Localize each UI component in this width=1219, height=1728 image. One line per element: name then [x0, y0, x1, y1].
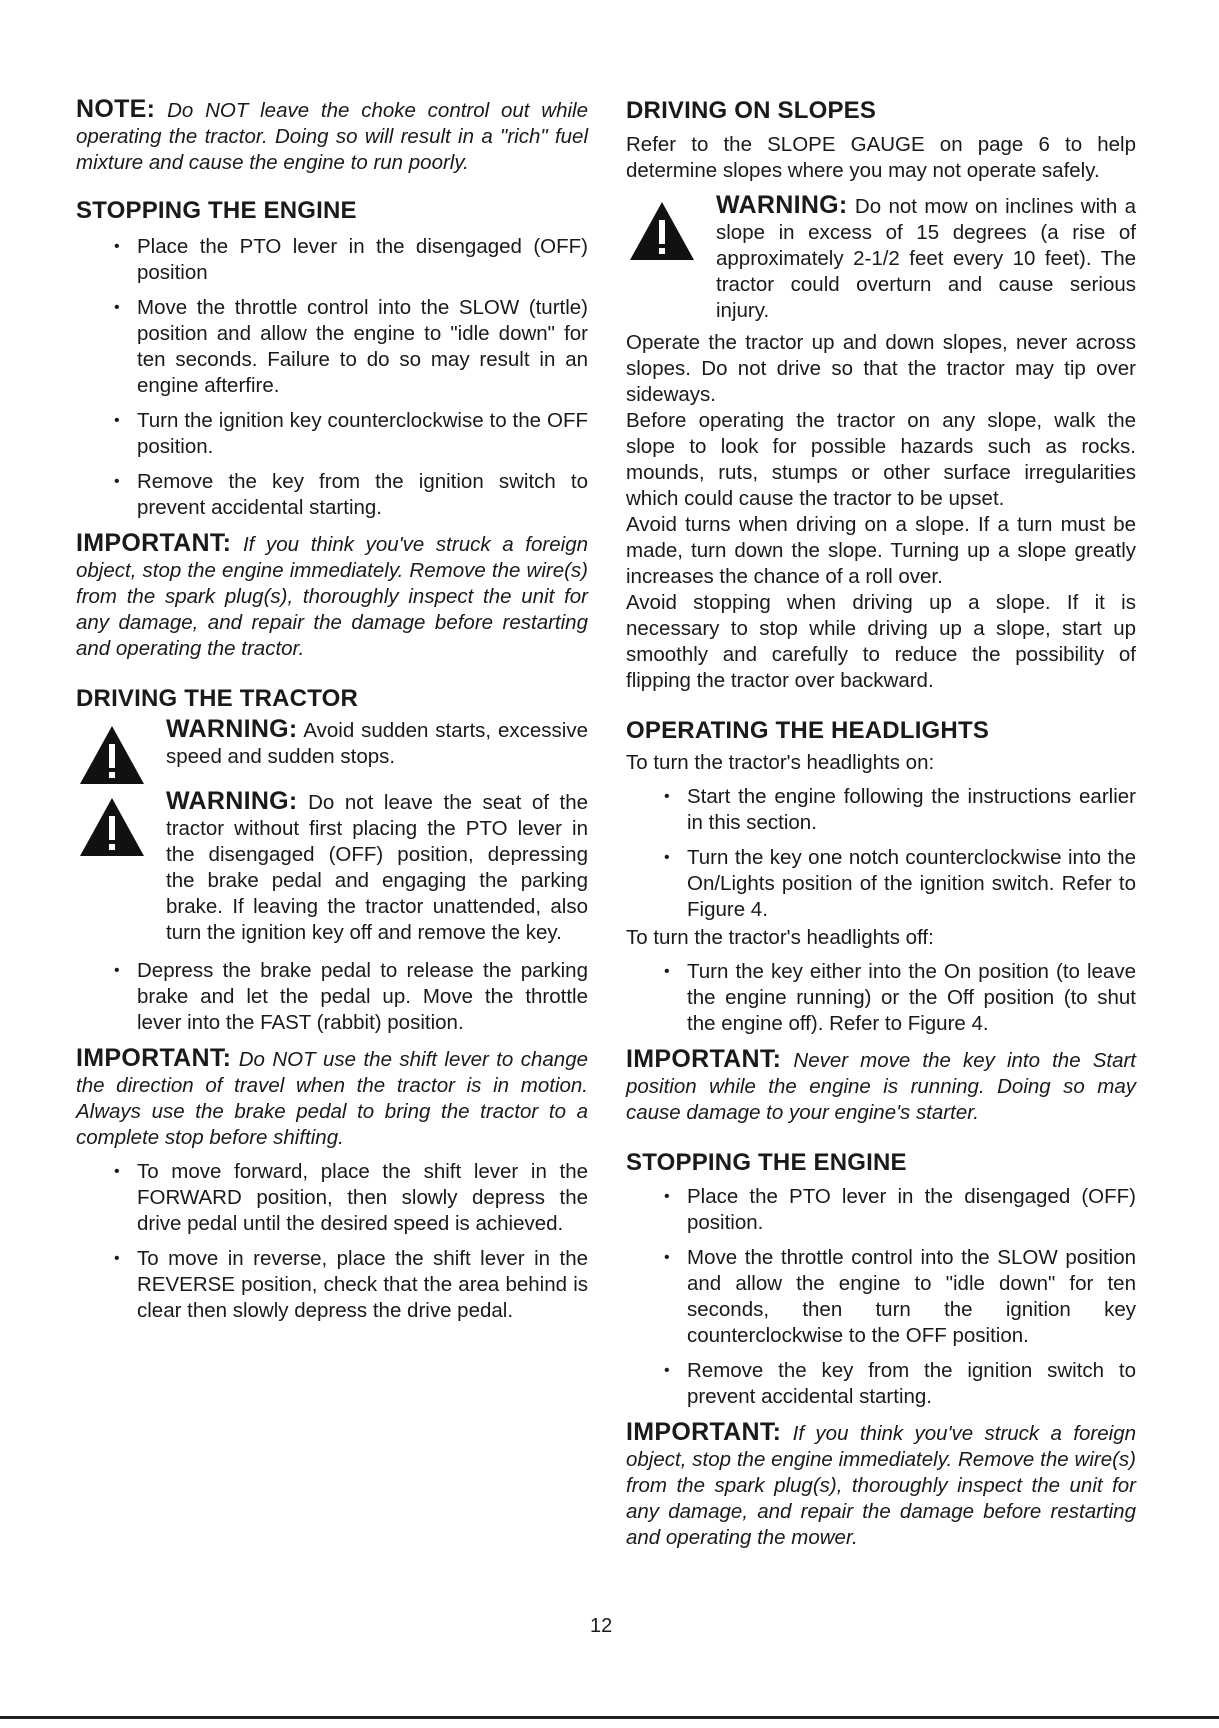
bullet-icon: •: [664, 963, 670, 980]
important-block-4: [626, 1419, 1136, 1551]
bullet-icon: •: [114, 412, 120, 429]
important-label: IMPORTANT:: [76, 1044, 232, 1072]
bullet-icon: •: [664, 1188, 670, 1205]
list-item: • Depress the brake pedal to release the parking brake and let the pedal up. Move the throttle lever into the FAST (rabbit) position.: [114, 959, 588, 1034]
important-block-1: [76, 530, 588, 662]
list-item: • Remove the key from the ignition switch to prevent accidental starting.: [114, 470, 588, 519]
bullet-icon: •: [114, 1250, 120, 1267]
slopes-paragraph: Before operating the tractor on any slope, walk the slope to look for possible hazards such as rocks. mounds, ruts, stumps or other surface irregularities which could cause the tractor to be upset.: [626, 409, 1136, 510]
headlights-off-intro: To turn the tractor's headlights off:: [626, 926, 934, 949]
bullet-icon: •: [664, 788, 670, 805]
shift-list: [76, 1159, 588, 1324]
stopping-engine-list-2: [626, 1184, 1136, 1410]
headlights-on-list: [626, 784, 1136, 923]
list-item: • To move forward, place the shift lever in the FORWARD position, then slowly depress the drive pedal until the desired speed is achieved.: [114, 1160, 588, 1235]
important-text: Never move the key into the Start position while the engine is running. Doing so may cause damage to your engine's starter.: [626, 1049, 1136, 1124]
list-item: • Start the engine following the instructions earlier in this section.: [664, 785, 1136, 834]
list-item: • Turn the ignition key counterclockwise to the OFF position.: [114, 409, 588, 458]
section-heading-headlights: OPERATING THE HEADLIGHTS: [626, 717, 990, 744]
section-heading-stopping-engine-2: STOPPING THE ENGINE: [626, 1149, 907, 1176]
important-text: If you think you've struck a foreign object, stop the engine immediately. Remove the wire(s) from the spark plug(s), thoroughly inspect the unit for any damage, and repair the damage before restarting and operating the tractor.: [76, 533, 588, 660]
bullet-icon: •: [114, 473, 120, 490]
warning-text: Do not leave the seat of the tractor without first placing the PTO lever in the disengaged (OFF) position, depressing the brake pedal and engaging the parking brake. If leaving the tractor unattended, also turn the ignition key off and remove the key.: [166, 791, 588, 944]
note-block: [76, 96, 588, 176]
slopes-intro: Refer to the SLOPE GAUGE on page 6 to help determine slopes where you may not operate safely.: [626, 133, 1136, 182]
slopes-paragraph: Avoid stopping when driving up a slope. If it is necessary to stop while driving up a slope, start up smoothly and carefully to reduce the possibility of flipping the tractor over backward.: [626, 591, 1136, 692]
slopes-paragraph: Operate the tractor up and down slopes, never across slopes. Do not drive so that the tractor may tip over sideways.: [626, 331, 1136, 406]
page-number: 12: [590, 1615, 613, 1637]
warning-triangle-icon: [78, 724, 146, 786]
warning-block-slopes: [626, 192, 1136, 324]
slopes-paragraph: Avoid turns when driving on a slope. If a turn must be made, turn down the slope. Turning up a slope greatly increases the chance of a roll over.: [626, 513, 1136, 588]
list-item: • Place the PTO lever in the disengaged (OFF) position: [114, 235, 588, 284]
important-text: If you think you've struck a foreign object, stop the engine immediately. Remove the wire(s) from the spark plug(s), thoroughly inspect the unit for any damage, and repair the damage before restarting and operating the mower.: [626, 1422, 1136, 1549]
warning-triangle-icon: [78, 796, 146, 858]
important-block-2: [76, 1045, 588, 1151]
important-block-3: [626, 1046, 1136, 1126]
section-heading-driving-tractor: DRIVING THE TRACTOR: [76, 685, 359, 712]
section-heading-driving-slopes: DRIVING ON SLOPES: [626, 97, 877, 124]
warning-label: WARNING:: [716, 191, 848, 219]
bullet-icon: •: [664, 1249, 670, 1266]
warning-block-1: [76, 716, 588, 770]
right-column: [626, 96, 1136, 1551]
warning-label: WARNING:: [166, 787, 298, 815]
list-item: • Move the throttle control into the SLOW (turtle) position and allow the engine to "idle down" for ten seconds. Failure to do so may result in an engine afterfire.: [114, 296, 588, 397]
list-item: • To move in reverse, place the shift lever in the REVERSE position, check that the area behind is clear then slowly depress the drive pedal.: [114, 1247, 588, 1322]
list-item: • Remove the key from the ignition switch to prevent accidental starting.: [664, 1359, 1136, 1408]
headlights-on-intro: To turn the tractor's headlights on:: [626, 751, 935, 774]
bullet-icon: •: [114, 1163, 120, 1180]
bullet-icon: •: [664, 849, 670, 866]
note-text: Do NOT leave the choke control out while operating the tractor. Doing so will result in a "rich" fuel mixture and cause the engine to run poorly.: [76, 99, 588, 174]
left-column: [76, 96, 588, 1333]
bullet-icon: •: [114, 962, 120, 979]
note-label: NOTE:: [76, 95, 156, 123]
list-item: • Place the PTO lever in the disengaged (OFF) position.: [664, 1185, 1136, 1234]
warning-triangle-icon: [628, 200, 696, 262]
bullet-icon: •: [114, 299, 120, 316]
warning-label: WARNING:: [166, 715, 298, 743]
stopping-engine-list: [76, 234, 588, 521]
bullet-icon: •: [114, 238, 120, 255]
list-item: • Move the throttle control into the SLOW position and allow the engine to "idle down" for ten seconds, then turn the ignition key counterclockwise to the OFF position.: [664, 1246, 1136, 1347]
list-item: • Turn the key either into the On position (to leave the engine running) or the Off position (to shut the engine off). Refer to Figure 4.: [664, 960, 1136, 1035]
important-label: IMPORTANT:: [626, 1418, 782, 1446]
bullet-icon: •: [664, 1362, 670, 1379]
section-heading-stopping-engine: STOPPING THE ENGINE: [76, 197, 357, 224]
important-label: IMPORTANT:: [626, 1045, 782, 1073]
warning-text: Do not mow on inclines with a slope in excess of 15 degrees (a rise of approximately 2-1/2 feet every 10 feet). The tractor could overturn and cause serious injury.: [716, 195, 1137, 322]
list-item: • Turn the key one notch counterclockwise into the On/Lights position of the ignition switch. Refer to Figure 4.: [664, 846, 1136, 921]
important-label: IMPORTANT:: [76, 529, 232, 557]
headlights-off-list: [626, 959, 1136, 1037]
warning-text: Avoid sudden starts, excessive speed and sudden stops.: [166, 719, 588, 768]
driving-list: [76, 958, 588, 1036]
warning-block-2: [76, 788, 588, 946]
bottom-rule: [0, 1716, 1219, 1719]
important-text: Do NOT use the shift lever to change the direction of travel when the tractor is in motion. Always use the brake pedal to bring the tractor to a complete stop before shifting.: [76, 1048, 589, 1149]
